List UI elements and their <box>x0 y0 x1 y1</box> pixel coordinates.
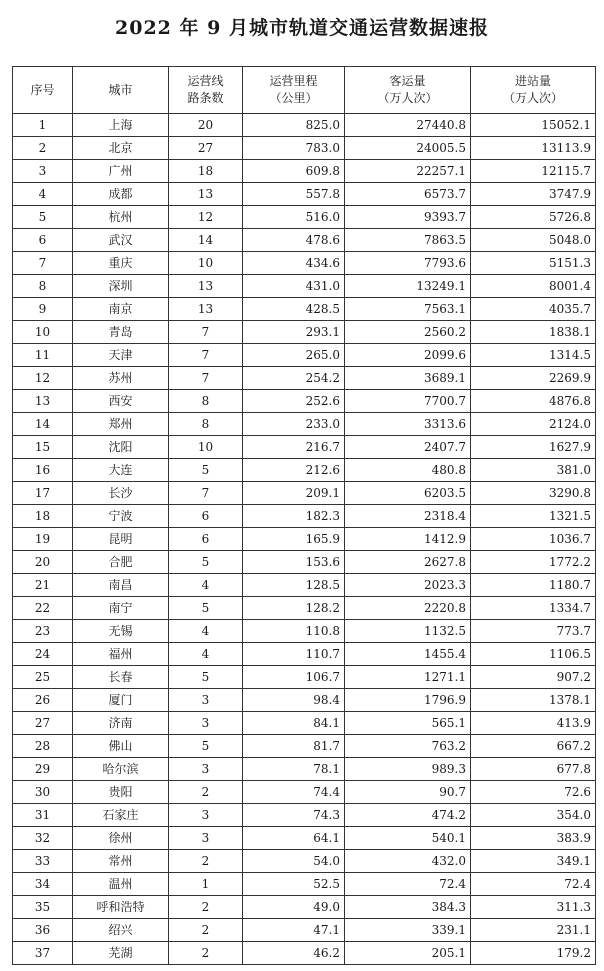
cell-km: 783.0 <box>243 137 345 160</box>
table-row <box>13 160 596 183</box>
cell-city: 郑州 <box>73 413 169 436</box>
cell-lines: 20 <box>169 114 243 137</box>
cell-entries: 311.3 <box>471 896 596 919</box>
cell-seq: 10 <box>13 321 73 344</box>
cell-seq: 28 <box>13 735 73 758</box>
table-row <box>13 367 596 390</box>
cell-lines: 7 <box>169 344 243 367</box>
cell-seq: 18 <box>13 505 73 528</box>
cell-city: 深圳 <box>73 275 169 298</box>
cell-lines: 8 <box>169 390 243 413</box>
cell-passengers: 1271.1 <box>345 666 471 689</box>
metro-stats-table <box>12 66 596 965</box>
cell-km: 434.6 <box>243 252 345 275</box>
cell-entries: 13113.9 <box>471 137 596 160</box>
table-row <box>13 252 596 275</box>
cell-city: 贵阳 <box>73 781 169 804</box>
cell-passengers: 2560.2 <box>345 321 471 344</box>
cell-passengers: 7793.6 <box>345 252 471 275</box>
cell-lines: 5 <box>169 597 243 620</box>
cell-passengers: 2627.8 <box>345 551 471 574</box>
table-row <box>13 620 596 643</box>
cell-passengers: 7700.7 <box>345 390 471 413</box>
cell-entries: 72.4 <box>471 873 596 896</box>
cell-passengers: 474.2 <box>345 804 471 827</box>
cell-km: 557.8 <box>243 183 345 206</box>
cell-passengers: 3689.1 <box>345 367 471 390</box>
cell-city: 济南 <box>73 712 169 735</box>
cell-km: 81.7 <box>243 735 345 758</box>
cell-km: 428.5 <box>243 298 345 321</box>
cell-entries: 1334.7 <box>471 597 596 620</box>
cell-km: 128.2 <box>243 597 345 620</box>
cell-entries: 179.2 <box>471 942 596 965</box>
cell-entries: 5048.0 <box>471 229 596 252</box>
cell-city: 徐州 <box>73 827 169 850</box>
cell-city: 绍兴 <box>73 919 169 942</box>
cell-seq: 2 <box>13 137 73 160</box>
cell-entries: 231.1 <box>471 919 596 942</box>
cell-passengers: 24005.5 <box>345 137 471 160</box>
cell-passengers: 989.3 <box>345 758 471 781</box>
table-row <box>13 114 596 137</box>
cell-passengers: 1412.9 <box>345 528 471 551</box>
cell-km: 84.1 <box>243 712 345 735</box>
cell-seq: 15 <box>13 436 73 459</box>
table-row <box>13 896 596 919</box>
header-seq: 序号 <box>13 67 73 114</box>
cell-seq: 17 <box>13 482 73 505</box>
cell-lines: 3 <box>169 712 243 735</box>
cell-passengers: 9393.7 <box>345 206 471 229</box>
table-row <box>13 597 596 620</box>
table-row <box>13 528 596 551</box>
cell-km: 54.0 <box>243 850 345 873</box>
cell-city: 宁波 <box>73 505 169 528</box>
cell-entries: 381.0 <box>471 459 596 482</box>
cell-seq: 21 <box>13 574 73 597</box>
cell-entries: 2269.9 <box>471 367 596 390</box>
table-row <box>13 413 596 436</box>
cell-km: 209.1 <box>243 482 345 505</box>
cell-km: 110.8 <box>243 620 345 643</box>
cell-city: 厦门 <box>73 689 169 712</box>
cell-passengers: 6573.7 <box>345 183 471 206</box>
cell-seq: 36 <box>13 919 73 942</box>
cell-passengers: 72.4 <box>345 873 471 896</box>
cell-city: 福州 <box>73 643 169 666</box>
cell-passengers: 27440.8 <box>345 114 471 137</box>
cell-seq: 25 <box>13 666 73 689</box>
cell-city: 天津 <box>73 344 169 367</box>
table-row <box>13 942 596 965</box>
header-passengers: 客运量 （万人次） <box>345 67 471 114</box>
table-row <box>13 574 596 597</box>
cell-lines: 6 <box>169 528 243 551</box>
cell-passengers: 7563.1 <box>345 298 471 321</box>
cell-km: 106.7 <box>243 666 345 689</box>
cell-km: 216.7 <box>243 436 345 459</box>
cell-city: 呼和浩特 <box>73 896 169 919</box>
cell-lines: 10 <box>169 436 243 459</box>
cell-km: 52.5 <box>243 873 345 896</box>
cell-seq: 13 <box>13 390 73 413</box>
cell-km: 212.6 <box>243 459 345 482</box>
cell-lines: 27 <box>169 137 243 160</box>
cell-entries: 677.8 <box>471 758 596 781</box>
cell-lines: 13 <box>169 298 243 321</box>
table-row <box>13 850 596 873</box>
cell-city: 杭州 <box>73 206 169 229</box>
cell-city: 常州 <box>73 850 169 873</box>
cell-lines: 18 <box>169 160 243 183</box>
cell-passengers: 205.1 <box>345 942 471 965</box>
cell-entries: 4035.7 <box>471 298 596 321</box>
cell-lines: 12 <box>169 206 243 229</box>
cell-km: 49.0 <box>243 896 345 919</box>
cell-passengers: 540.1 <box>345 827 471 850</box>
cell-seq: 22 <box>13 597 73 620</box>
cell-km: 825.0 <box>243 114 345 137</box>
table-row <box>13 735 596 758</box>
cell-lines: 10 <box>169 252 243 275</box>
cell-seq: 1 <box>13 114 73 137</box>
cell-seq: 9 <box>13 298 73 321</box>
cell-km: 110.7 <box>243 643 345 666</box>
cell-entries: 1314.5 <box>471 344 596 367</box>
cell-passengers: 763.2 <box>345 735 471 758</box>
cell-city: 青岛 <box>73 321 169 344</box>
table-row <box>13 712 596 735</box>
cell-km: 609.8 <box>243 160 345 183</box>
cell-entries: 383.9 <box>471 827 596 850</box>
cell-lines: 5 <box>169 735 243 758</box>
cell-lines: 4 <box>169 643 243 666</box>
cell-city: 重庆 <box>73 252 169 275</box>
cell-seq: 35 <box>13 896 73 919</box>
cell-km: 98.4 <box>243 689 345 712</box>
cell-city: 长春 <box>73 666 169 689</box>
cell-lines: 13 <box>169 183 243 206</box>
cell-seq: 32 <box>13 827 73 850</box>
cell-entries: 3747.9 <box>471 183 596 206</box>
cell-lines: 7 <box>169 367 243 390</box>
cell-entries: 773.7 <box>471 620 596 643</box>
table-row <box>13 827 596 850</box>
cell-passengers: 1132.5 <box>345 620 471 643</box>
table-header-row <box>13 67 596 114</box>
cell-passengers: 2220.8 <box>345 597 471 620</box>
cell-passengers: 2407.7 <box>345 436 471 459</box>
cell-seq: 5 <box>13 206 73 229</box>
table-row <box>13 298 596 321</box>
cell-entries: 667.2 <box>471 735 596 758</box>
table-row <box>13 436 596 459</box>
cell-seq: 23 <box>13 620 73 643</box>
cell-km: 74.3 <box>243 804 345 827</box>
table-row <box>13 275 596 298</box>
cell-km: 78.1 <box>243 758 345 781</box>
cell-km: 128.5 <box>243 574 345 597</box>
cell-lines: 2 <box>169 896 243 919</box>
cell-km: 254.2 <box>243 367 345 390</box>
cell-city: 昆明 <box>73 528 169 551</box>
cell-lines: 3 <box>169 758 243 781</box>
table-row <box>13 183 596 206</box>
cell-seq: 27 <box>13 712 73 735</box>
table-row <box>13 643 596 666</box>
cell-entries: 1378.1 <box>471 689 596 712</box>
cell-km: 265.0 <box>243 344 345 367</box>
cell-seq: 11 <box>13 344 73 367</box>
cell-city: 南昌 <box>73 574 169 597</box>
cell-entries: 1321.5 <box>471 505 596 528</box>
cell-passengers: 22257.1 <box>345 160 471 183</box>
table-body <box>13 114 596 965</box>
cell-km: 516.0 <box>243 206 345 229</box>
cell-passengers: 1455.4 <box>345 643 471 666</box>
table-row <box>13 873 596 896</box>
cell-entries: 1106.5 <box>471 643 596 666</box>
cell-passengers: 384.3 <box>345 896 471 919</box>
cell-seq: 34 <box>13 873 73 896</box>
cell-lines: 2 <box>169 942 243 965</box>
cell-city: 上海 <box>73 114 169 137</box>
table-row <box>13 482 596 505</box>
cell-seq: 24 <box>13 643 73 666</box>
cell-city: 芜湖 <box>73 942 169 965</box>
cell-lines: 4 <box>169 574 243 597</box>
cell-seq: 29 <box>13 758 73 781</box>
cell-lines: 3 <box>169 827 243 850</box>
cell-lines: 5 <box>169 459 243 482</box>
cell-passengers: 565.1 <box>345 712 471 735</box>
cell-entries: 5151.3 <box>471 252 596 275</box>
cell-city: 广州 <box>73 160 169 183</box>
table-row <box>13 137 596 160</box>
cell-entries: 4876.8 <box>471 390 596 413</box>
table-row <box>13 551 596 574</box>
table-row <box>13 321 596 344</box>
cell-km: 47.1 <box>243 919 345 942</box>
cell-lines: 8 <box>169 413 243 436</box>
cell-city: 合肥 <box>73 551 169 574</box>
cell-seq: 14 <box>13 413 73 436</box>
cell-seq: 20 <box>13 551 73 574</box>
cell-seq: 26 <box>13 689 73 712</box>
cell-entries: 2124.0 <box>471 413 596 436</box>
cell-seq: 8 <box>13 275 73 298</box>
cell-city: 长沙 <box>73 482 169 505</box>
cell-passengers: 432.0 <box>345 850 471 873</box>
page-title: 2022 年 9 月城市轨道交通运营数据速报 <box>115 17 489 39</box>
cell-entries: 15052.1 <box>471 114 596 137</box>
cell-lines: 13 <box>169 275 243 298</box>
cell-entries: 72.6 <box>471 781 596 804</box>
header-km: 运营里程 （公里） <box>243 67 345 114</box>
cell-entries: 5726.8 <box>471 206 596 229</box>
cell-entries: 354.0 <box>471 804 596 827</box>
header-city: 城市 <box>73 67 169 114</box>
cell-seq: 31 <box>13 804 73 827</box>
cell-city: 西安 <box>73 390 169 413</box>
cell-seq: 6 <box>13 229 73 252</box>
cell-seq: 16 <box>13 459 73 482</box>
cell-passengers: 339.1 <box>345 919 471 942</box>
cell-passengers: 2099.6 <box>345 344 471 367</box>
cell-passengers: 90.7 <box>345 781 471 804</box>
cell-lines: 5 <box>169 666 243 689</box>
cell-passengers: 2318.4 <box>345 505 471 528</box>
cell-seq: 4 <box>13 183 73 206</box>
cell-km: 431.0 <box>243 275 345 298</box>
cell-lines: 7 <box>169 321 243 344</box>
cell-km: 165.9 <box>243 528 345 551</box>
cell-lines: 7 <box>169 482 243 505</box>
cell-km: 74.4 <box>243 781 345 804</box>
table-row <box>13 344 596 367</box>
cell-city: 苏州 <box>73 367 169 390</box>
cell-entries: 1180.7 <box>471 574 596 597</box>
cell-km: 46.2 <box>243 942 345 965</box>
table-row <box>13 390 596 413</box>
cell-lines: 2 <box>169 919 243 942</box>
cell-lines: 5 <box>169 551 243 574</box>
cell-km: 182.3 <box>243 505 345 528</box>
table-row <box>13 229 596 252</box>
cell-passengers: 7863.5 <box>345 229 471 252</box>
cell-city: 北京 <box>73 137 169 160</box>
cell-city: 佛山 <box>73 735 169 758</box>
cell-entries: 12115.7 <box>471 160 596 183</box>
cell-seq: 12 <box>13 367 73 390</box>
cell-entries: 349.1 <box>471 850 596 873</box>
cell-city: 大连 <box>73 459 169 482</box>
table-row <box>13 666 596 689</box>
cell-city: 南宁 <box>73 597 169 620</box>
cell-km: 64.1 <box>243 827 345 850</box>
cell-passengers: 13249.1 <box>345 275 471 298</box>
table-row <box>13 206 596 229</box>
cell-km: 478.6 <box>243 229 345 252</box>
header-entries: 进站量 （万人次） <box>471 67 596 114</box>
cell-entries: 3290.8 <box>471 482 596 505</box>
table-row <box>13 459 596 482</box>
cell-entries: 8001.4 <box>471 275 596 298</box>
cell-city: 沈阳 <box>73 436 169 459</box>
cell-passengers: 3313.6 <box>345 413 471 436</box>
cell-lines: 2 <box>169 850 243 873</box>
cell-lines: 3 <box>169 689 243 712</box>
cell-km: 252.6 <box>243 390 345 413</box>
cell-lines: 6 <box>169 505 243 528</box>
cell-passengers: 480.8 <box>345 459 471 482</box>
cell-city: 南京 <box>73 298 169 321</box>
table-row <box>13 689 596 712</box>
header-lines: 运营线 路条数 <box>169 67 243 114</box>
table-row <box>13 505 596 528</box>
cell-entries: 1036.7 <box>471 528 596 551</box>
cell-lines: 4 <box>169 620 243 643</box>
cell-city: 温州 <box>73 873 169 896</box>
cell-passengers: 6203.5 <box>345 482 471 505</box>
cell-entries: 413.9 <box>471 712 596 735</box>
cell-entries: 1627.9 <box>471 436 596 459</box>
cell-lines: 3 <box>169 804 243 827</box>
table-row <box>13 919 596 942</box>
table-row <box>13 804 596 827</box>
cell-city: 石家庄 <box>73 804 169 827</box>
cell-seq: 7 <box>13 252 73 275</box>
cell-seq: 30 <box>13 781 73 804</box>
cell-passengers: 1796.9 <box>345 689 471 712</box>
cell-lines: 14 <box>169 229 243 252</box>
cell-lines: 1 <box>169 873 243 896</box>
cell-city: 哈尔滨 <box>73 758 169 781</box>
cell-entries: 1838.1 <box>471 321 596 344</box>
cell-seq: 33 <box>13 850 73 873</box>
cell-seq: 37 <box>13 942 73 965</box>
cell-city: 武汉 <box>73 229 169 252</box>
cell-entries: 907.2 <box>471 666 596 689</box>
cell-km: 293.1 <box>243 321 345 344</box>
table-row <box>13 758 596 781</box>
cell-km: 153.6 <box>243 551 345 574</box>
cell-km: 233.0 <box>243 413 345 436</box>
cell-entries: 1772.2 <box>471 551 596 574</box>
cell-city: 成都 <box>73 183 169 206</box>
cell-lines: 2 <box>169 781 243 804</box>
cell-seq: 19 <box>13 528 73 551</box>
cell-city: 无锡 <box>73 620 169 643</box>
cell-passengers: 2023.3 <box>345 574 471 597</box>
table-row <box>13 781 596 804</box>
cell-seq: 3 <box>13 160 73 183</box>
